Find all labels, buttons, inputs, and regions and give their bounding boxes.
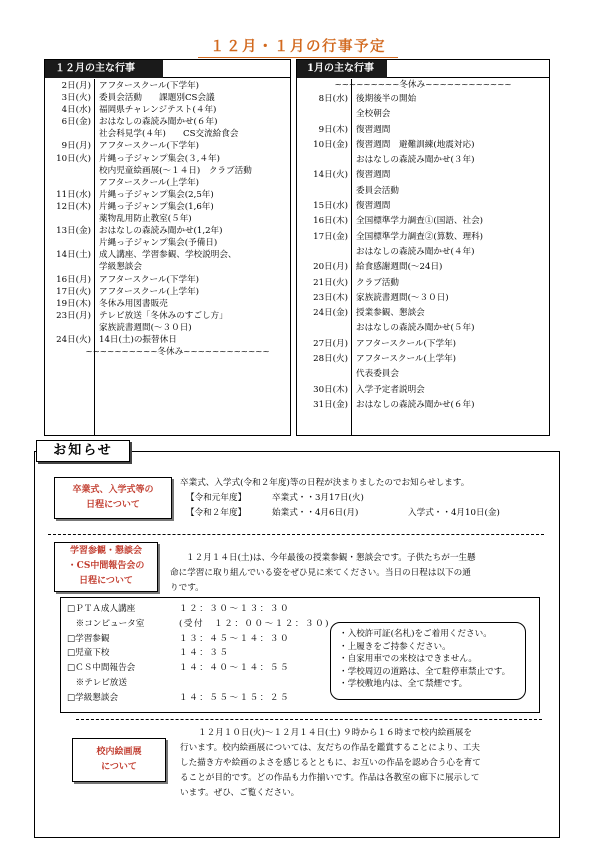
event-items [94, 201, 214, 225]
december-header [45, 60, 290, 78]
graduation-label-line: 日程について [86, 500, 140, 510]
open-class-text-2: 命に学習に取り組んでいる姿をぜひ見に来てください。当日の日程は以下の通 [170, 568, 471, 578]
event-date-text: 3日(火) [61, 93, 91, 104]
schedule-name: □学級懇談会 [67, 692, 119, 703]
event-date [45, 116, 94, 140]
visitor-rule: ・上履きをご持参ください。 [339, 641, 451, 652]
event-item: アフタースクール(下学年) [356, 338, 457, 349]
schedule-name: □ＣＳ中間報告会 [67, 663, 136, 674]
notices-title: お知らせ [36, 440, 130, 462]
event-items [94, 104, 216, 116]
event-row [45, 201, 290, 225]
schedule-name: □児童下校 [67, 648, 110, 659]
event-row [297, 214, 549, 229]
event-item: おはなしの森読み聞かせ(1,2年) [99, 226, 223, 237]
graduation-event-3: 入学式・・4月10日(金) [408, 508, 500, 518]
event-date [297, 199, 351, 214]
event-date [45, 201, 94, 225]
event-date [45, 225, 94, 249]
graduation-year-1: 【令和元年度】 [186, 493, 247, 503]
event-items [351, 123, 390, 138]
graduation-label [54, 477, 172, 519]
event-item: 全国標準学力調査①(国語、社会) [356, 216, 484, 227]
event-row [45, 153, 290, 189]
event-date-text: 23日(木) [313, 292, 348, 303]
event-items [94, 140, 199, 152]
event-item: アフタースクール(上学年) [99, 177, 200, 188]
event-item: 冬休み用図書販売 [99, 298, 168, 309]
event-items [351, 276, 399, 291]
event-date [45, 153, 94, 189]
event-item: 委員会活動 課題別CS会議 [99, 93, 215, 104]
schedule-row [67, 646, 330, 661]
event-row [297, 138, 549, 169]
open-class-label-line: 日程について [79, 576, 133, 586]
event-item: アフタースクール(下学年) [99, 141, 200, 152]
event-date [45, 334, 94, 346]
event-row [297, 260, 549, 275]
schedule-time: １４：４０～１４：５５ [179, 663, 291, 674]
event-date-text: 24日(火) [56, 334, 91, 345]
event-items [351, 214, 483, 229]
event-date [297, 383, 351, 398]
event-item: 片縄っ子ジャンプ集会(2,5年) [99, 189, 214, 200]
art-text-4: ることが目的です。どの作品も力作揃いです。作品は各教室の廊下に展示して [180, 773, 480, 783]
event-date-text: 6日(金) [61, 117, 91, 128]
december-events-box [44, 59, 291, 436]
event-date-text: 10日(金) [313, 139, 348, 150]
event-date [297, 214, 351, 229]
schedule-row [67, 602, 330, 617]
event-item: おはなしの森読み聞かせ(６年) [356, 399, 475, 410]
event-item: 給食感謝週間(～24日) [356, 262, 443, 273]
event-item: 全国標準学力調査②(算数、理科) [356, 231, 484, 242]
event-item: 代表委員会 [356, 369, 399, 380]
event-row [45, 189, 290, 201]
visitor-rule: ・自家用車での来校はできません。 [339, 654, 478, 665]
event-date [297, 230, 351, 261]
visitor-rule: ・学校周辺の道路は、全て駐停車禁止です。 [339, 666, 511, 677]
december-winter-break: ~~~~~~~~~~冬休み~~~~~~~~~~~~ [85, 347, 270, 358]
event-date-text: 17日(火) [56, 286, 91, 297]
event-row [45, 140, 290, 152]
event-date-text: 24日(金) [313, 308, 348, 319]
event-row [297, 199, 549, 214]
event-item: 授業参観、懇談会 [356, 308, 425, 319]
event-row [297, 92, 549, 123]
event-date [297, 306, 351, 337]
event-date-text: 21日(火) [313, 277, 348, 288]
event-items [351, 138, 474, 169]
event-item: 校内児童絵画展(～１４日) クラブ活動 [99, 165, 252, 176]
event-row [45, 298, 290, 310]
schedule-time: １４：３５ [179, 648, 230, 659]
art-text-5: います。ぜひ、ご覧ください。 [180, 788, 300, 798]
event-item: 委員会活動 [356, 185, 399, 196]
event-date-text: 23日(月) [56, 310, 91, 321]
event-date-text: 20日(月) [313, 262, 348, 273]
graduation-label-line: 卒業式、入学式等の [72, 485, 154, 495]
event-date-text: 31日(金) [313, 399, 348, 410]
event-items [94, 310, 228, 334]
event-items [94, 80, 199, 92]
event-date [297, 398, 351, 413]
event-item: 14日(土)の振替休日 [99, 334, 177, 345]
schedule-row [67, 691, 330, 706]
event-date-text: 8日(水) [318, 94, 348, 104]
art-label-line: 校内絵画展 [96, 747, 142, 757]
event-item: アフタースクール(上学年) [99, 286, 200, 297]
event-date [45, 298, 94, 310]
event-date [45, 140, 94, 152]
event-date [297, 352, 351, 383]
event-date [45, 189, 94, 201]
section-divider [48, 534, 544, 535]
event-date [297, 138, 351, 169]
event-date-text: 27日(月) [313, 338, 348, 349]
event-items [351, 398, 474, 413]
visitor-rule: ・入校許可証(名札)をご着用ください。 [339, 629, 492, 639]
event-row [45, 286, 290, 298]
schedule-name: □学習参観 [67, 633, 110, 644]
event-items [351, 352, 456, 383]
event-item: おはなしの森読み聞かせ(５年) [356, 323, 475, 334]
event-row [297, 352, 549, 383]
event-row [45, 274, 290, 286]
event-date-text: 19日(木) [56, 298, 91, 309]
open-class-label-line: ・CS中間報告会の [67, 561, 145, 571]
event-item: 福岡県チャレンジテスト(４年) [99, 105, 217, 116]
event-date [297, 276, 351, 291]
event-date [297, 291, 351, 306]
event-item: 入学予定者説明会 [356, 384, 425, 395]
event-date-text: 15日(水) [313, 201, 348, 212]
event-item: おはなしの森読み聞かせ(３年) [356, 155, 475, 166]
schedule-name: ※コンピュータ室 [67, 618, 145, 629]
event-date-text: 14日(火) [313, 170, 348, 181]
event-row [297, 168, 549, 199]
event-row [45, 116, 290, 140]
event-row [297, 383, 549, 398]
event-items [351, 168, 399, 199]
event-date-text: 9日(木) [318, 124, 348, 135]
schedule-time: １３：４５～１４：３０ [179, 633, 291, 644]
event-row [45, 310, 290, 334]
event-row [45, 80, 290, 92]
event-date-text: 16日(木) [313, 216, 348, 227]
event-items [351, 306, 474, 337]
schedule-row [67, 661, 330, 676]
event-item: 復習週間 避難訓練(地震対応) [356, 139, 475, 150]
schedule-name: □ＰＴＡ成人講座 [67, 604, 136, 614]
event-items [94, 189, 214, 201]
january-winter-break: ~~~~~~~~~冬休み~~~~~~~~~~~~ [334, 80, 512, 90]
event-date [297, 123, 351, 138]
january-header [297, 60, 549, 78]
event-item: アフタースクール(上学年) [356, 354, 457, 365]
event-date [45, 249, 94, 273]
event-items [94, 225, 223, 249]
event-row [45, 334, 290, 346]
visitor-rule: ・学校敷地内は、全て禁煙です。 [339, 679, 468, 690]
event-row [45, 92, 290, 104]
schedule-row [67, 632, 330, 647]
event-item: 学級懇談会 [99, 262, 142, 273]
event-date-text: 2日(月) [61, 81, 91, 91]
event-items [351, 230, 483, 261]
event-item: 全校朝会 [356, 109, 391, 120]
december-header-label: １２月の主な行事 [45, 60, 163, 78]
event-date-text: 4日(水) [61, 105, 91, 116]
event-date [45, 274, 94, 286]
january-events-box [296, 59, 550, 436]
schedule-row [67, 617, 330, 632]
event-item: 家族読書週間(～３０日) [99, 322, 192, 333]
event-item: 復習週間 [356, 124, 391, 135]
open-class-label [54, 542, 158, 592]
open-class-label-line: 学習参観・懇談会 [69, 546, 142, 556]
event-date [297, 337, 351, 352]
page-title: １２月・１月の行事予定 [198, 37, 398, 58]
event-items [351, 260, 442, 275]
event-row [297, 230, 549, 261]
event-items [94, 274, 199, 286]
event-date-text: 30日(木) [313, 384, 348, 395]
graduation-intro: 卒業式、入学式(令和２年度)等の日程が決まりましたのでお知らせします。 [180, 478, 470, 488]
event-items [94, 92, 215, 104]
event-item: 片縄っ子ジャンプ集会(1,6年) [99, 201, 214, 212]
event-items [351, 337, 456, 352]
event-row [297, 276, 549, 291]
event-item: 復習週間 [356, 201, 391, 212]
event-item: テレビ放送「冬休みのすごし方」 [99, 310, 228, 321]
event-row [297, 337, 549, 352]
event-item: 復習週間 [356, 170, 391, 181]
event-items [94, 334, 177, 346]
graduation-year-2: 【令和２年度】 [186, 508, 247, 518]
event-items [351, 199, 390, 214]
visitor-rules [330, 622, 526, 700]
event-row [297, 398, 549, 413]
event-row [297, 306, 549, 337]
event-item: 片縄っ子ジャンプ集会(３,４年) [99, 153, 220, 164]
event-date-text: 12日(木) [56, 201, 91, 212]
event-date-text: 17日(金) [313, 231, 348, 242]
event-item: 成人講座、学習参観、学校説明会、 [99, 250, 237, 261]
event-items [351, 92, 416, 123]
event-item: おはなしの森読み聞かせ(６年) [99, 117, 218, 128]
january-header-label: 1月の主な行事 [297, 60, 387, 78]
art-label-line: について [101, 762, 137, 772]
open-class-text-1: １２月１４日(土)は、今年最後の授業参観・懇談会です。子供たちが一生懸 [186, 553, 476, 563]
event-item: 片縄っ子ジャンプ集会(予備日) [99, 238, 218, 249]
event-row [45, 225, 290, 249]
event-date-text: 13日(金) [56, 226, 91, 237]
january-event-list [297, 92, 549, 413]
event-date [297, 168, 351, 199]
graduation-event-1: 卒業式・・3月17日(火) [272, 493, 364, 503]
event-row [45, 104, 290, 116]
art-text-1: １２月１０日(火)～１２月１４日(土) ９時から１６時まで校内絵画展を [198, 728, 472, 738]
event-item: 家族読書週間(～３０日) [356, 292, 449, 303]
schedule-name: ※テレビ放送 [67, 677, 127, 688]
event-items [351, 383, 425, 398]
event-items [94, 153, 252, 189]
event-date-text: 14日(土) [56, 250, 91, 261]
schedule-time: １４：５５～１５：２５ [179, 692, 291, 703]
event-items [94, 286, 199, 298]
event-row [297, 123, 549, 138]
event-date-text: 10日(火) [56, 153, 91, 164]
schedule-list [67, 602, 330, 706]
event-date-text: 11日(水) [56, 189, 91, 200]
event-row [297, 291, 549, 306]
event-date [45, 92, 94, 104]
event-date-text: 28日(火) [313, 354, 348, 365]
art-text-3: した描き方や絵画のよさを感じるとともに、お互いの作品を認め合う心を育て [180, 758, 481, 768]
event-date [45, 104, 94, 116]
event-item: 薬物乱用防止教室(５年) [99, 214, 192, 225]
event-date [45, 286, 94, 298]
section-divider [76, 719, 542, 720]
event-item: 後期後半の開始 [356, 94, 417, 104]
art-exhibition-label [72, 738, 166, 782]
event-date [297, 260, 351, 275]
event-items [351, 291, 449, 306]
schedule-time: １２：３０～１３：３０ [179, 604, 291, 614]
december-event-list [45, 78, 290, 346]
event-date-text: 9日(月) [61, 141, 91, 152]
event-row [45, 249, 290, 273]
schedule-row [67, 676, 330, 691]
open-class-text-3: りです。 [170, 583, 204, 593]
event-items [94, 116, 238, 140]
art-text-2: 行います。校内絵画展については、友だちの作品を鑑賞することにより、工夫 [180, 743, 480, 753]
event-date [297, 92, 351, 123]
event-items [94, 249, 237, 273]
event-date [45, 310, 94, 334]
schedule-time: (受付 １２：００～１２：３０) [179, 618, 331, 629]
graduation-event-2: 始業式・・4月6日(月) [272, 508, 359, 518]
event-date-text: 16日(月) [56, 274, 91, 285]
event-item: クラブ活動 [356, 277, 399, 288]
event-items [94, 298, 168, 310]
event-date [45, 80, 94, 92]
event-item: アフタースクール(下学年) [99, 274, 200, 285]
event-item: アフタースクール(下学年) [99, 81, 200, 91]
event-item: おはなしの森読み聞かせ(４年) [356, 246, 475, 257]
event-item: 社会科見学(４年) CS交流給食会 [99, 129, 239, 140]
